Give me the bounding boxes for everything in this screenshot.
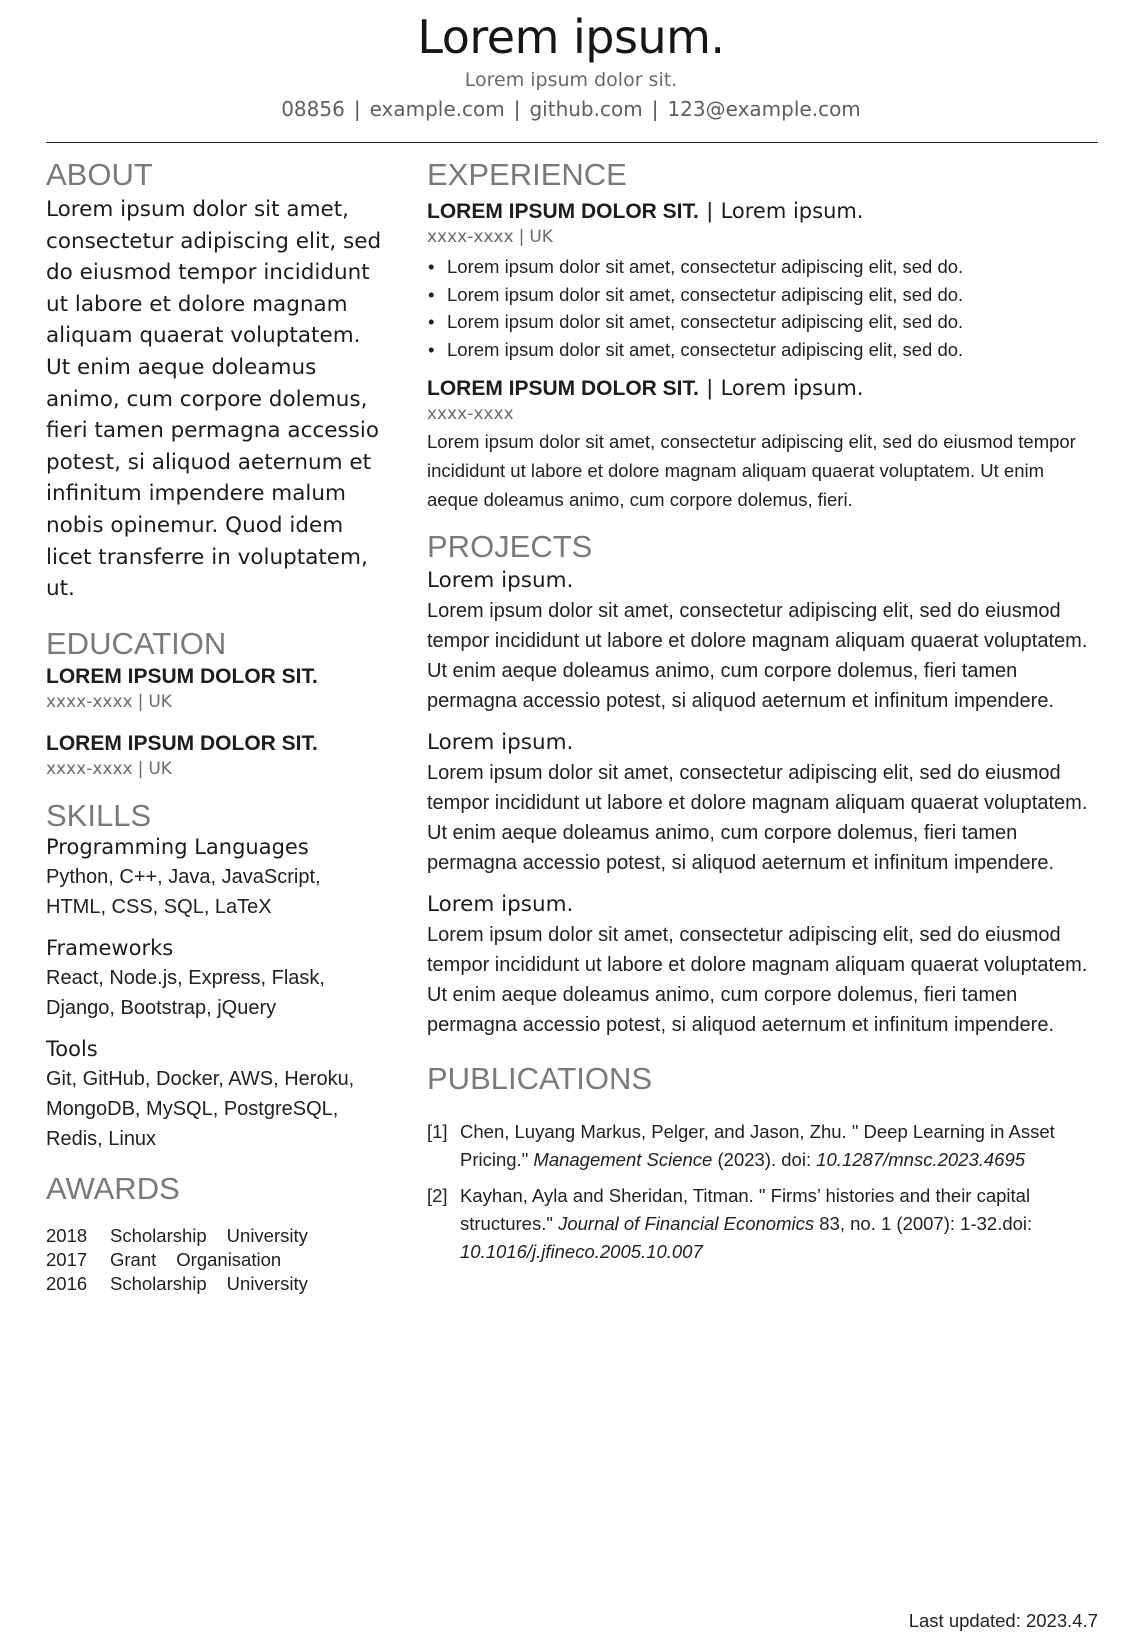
left-column [46, 158, 386, 1296]
contact-line [0, 97, 1142, 121]
section-title-publications: PUBLICATIONS [427, 1061, 653, 1097]
job-meta [427, 404, 1099, 424]
project-item [427, 568, 1099, 716]
skill-list: React, Node.js, Express, Flask, Django, Bootstrap, jQuery [46, 967, 325, 1019]
school-name: LOREM IPSUM DOLOR SIT. [46, 731, 318, 755]
section-title-education: EDUCATION [46, 625, 227, 661]
job-heading [427, 198, 1099, 224]
publications-section [427, 1062, 1099, 1266]
publication-details: (2023). doi: [717, 1149, 812, 1171]
list-item: • Lorem ipsum dolor sit amet, consectetur adipiscing elit, sed do. [427, 308, 1099, 336]
location: UK [148, 758, 172, 779]
location: UK [529, 227, 553, 248]
section-title-awards: AWARDS [46, 1171, 180, 1206]
section-title-skills: SKILLS [46, 797, 152, 833]
project-title: Lorem ipsum. [427, 568, 574, 594]
publication-item [427, 1182, 1099, 1266]
awards-list [46, 1224, 386, 1296]
job-item [427, 375, 1099, 514]
education-item [46, 732, 386, 779]
publication-journal: Journal of Financial Economics [558, 1213, 815, 1235]
job-bullets [427, 253, 1099, 363]
publication-item [427, 1118, 1099, 1174]
skill-group [46, 1037, 386, 1154]
education-meta [46, 759, 386, 779]
award-issuer: University [226, 1273, 308, 1295]
award-year: 2016 [46, 1273, 88, 1295]
separator: | [706, 198, 713, 224]
separator: | [137, 691, 144, 712]
publication-authors: Kayhan, Ayla and Sheridan, Titman. " Firms’ histories and their capital structures." [460, 1185, 1031, 1235]
github-link[interactable]: github.com [529, 97, 643, 121]
separator: | [706, 375, 713, 401]
last-updated: Last updated: 2023.4.7 [908, 1610, 1098, 1631]
award-type: Grant [110, 1249, 157, 1271]
header-divider [46, 142, 1098, 143]
job-company: Lorem ipsum. [720, 199, 864, 224]
award-item [46, 1272, 386, 1296]
phone-number: 08856 [281, 97, 345, 121]
publication-doi[interactable]: 10.1016/j.jfineco.2005.10.007 [460, 1241, 703, 1263]
publication-journal: Management Science [533, 1149, 713, 1171]
separator: | [353, 97, 361, 121]
dates: xxxx-xxxx [46, 691, 133, 712]
list-item: • Lorem ipsum dolor sit amet, consectetur adipiscing elit, sed do. [427, 253, 1099, 281]
dates: xxxx-xxxx [427, 227, 514, 248]
project-item [427, 892, 1099, 1040]
dates: xxxx-xxxx [46, 758, 133, 779]
project-title: Lorem ipsum. [427, 730, 574, 756]
award-issuer: University [226, 1225, 308, 1247]
skill-group [46, 936, 386, 1023]
award-item [46, 1248, 386, 1272]
job-heading [427, 375, 1099, 401]
projects-section [427, 530, 1099, 1040]
section-title-projects: PROJECTS [427, 529, 593, 565]
skill-category: Tools [46, 1037, 98, 1061]
education-meta [46, 692, 386, 712]
award-year: 2018 [46, 1225, 88, 1247]
award-year: 2017 [46, 1249, 88, 1271]
experience-section [427, 158, 1099, 514]
tagline: Lorem ipsum dolor sit. [464, 69, 678, 91]
website-link[interactable]: example.com [369, 97, 505, 121]
job-company: Lorem ipsum. [720, 376, 864, 401]
publication-citation [460, 1118, 1099, 1174]
education-section [46, 627, 386, 779]
job-meta [427, 227, 1099, 247]
award-item [46, 1224, 386, 1248]
publication-authors: Chen, Luyang Markus, Pelger, and Jason, Zhu. " Deep Learning in Asset Pricing." [460, 1121, 1055, 1171]
location: UK [148, 691, 172, 712]
project-item [427, 730, 1099, 878]
publication-number: [2] [427, 1185, 448, 1207]
section-title-about: ABOUT [46, 157, 153, 192]
job-description: Lorem ipsum dolor sit amet, consectetur adipiscing elit, sed do eiusmod tempor incididunt ut labore et dolore magnam aliquam quaerat voluptatem. Ut enim aeque doleamus animo, cum corpore dolemus, fieri. [427, 431, 1076, 511]
award-issuer: Organisation [176, 1249, 282, 1271]
project-description: Lorem ipsum dolor sit amet, consectetur adipiscing elit, sed do eiusmod tempor incididunt ut labore et dolore magnam aliquam quaerat voluptatem. Ut enim aeque doleamus animo, cum corpore dolemus, fieri tamen permagna accessio potest, si aliquod aeternum et infinitum impendere. [427, 600, 1088, 713]
skill-list: Git, GitHub, Docker, AWS, Heroku, MongoDB, MySQL, PostgreSQL, Redis, Linux [46, 1068, 355, 1150]
school-name: LOREM IPSUM DOLOR SIT. [46, 664, 318, 688]
project-description: Lorem ipsum dolor sit amet, consectetur adipiscing elit, sed do eiusmod tempor incididunt ut labore et dolore magnam aliquam quaerat voluptatem. Ut enim aeque doleamus animo, cum corpore dolemus, fieri tamen permagna accessio potest, si aliquod aeternum et infinitum impendere. [427, 762, 1088, 875]
list-item: • Lorem ipsum dolor sit amet, consectetur adipiscing elit, sed do. [427, 336, 1099, 364]
award-type: Scholarship [110, 1225, 207, 1247]
dates: xxxx-xxxx [427, 404, 514, 425]
separator: | [518, 227, 525, 248]
publication-citation [460, 1182, 1099, 1266]
project-description: Lorem ipsum dolor sit amet, consectetur adipiscing elit, sed do eiusmod tempor incididunt ut labore et dolore magnam aliquam quaerat voluptatem. Ut enim aeque doleamus animo, cum corpore dolemus, fieri tamen permagna accessio potest, si aliquod aeternum et infinitum impendere. [427, 924, 1088, 1037]
email-link[interactable]: 123@example.com [667, 97, 861, 121]
skill-category: Frameworks [46, 936, 174, 960]
publication-details: 83, no. 1 (2007): 1-32.doi: [819, 1213, 1033, 1235]
skill-group [46, 835, 386, 922]
separator: | [513, 97, 521, 121]
job-title: LOREM IPSUM DOLOR SIT. [427, 200, 699, 224]
publication-number: [1] [427, 1121, 448, 1143]
about-section [46, 158, 386, 605]
skills-section [46, 799, 386, 1154]
about-text: Lorem ipsum dolor sit amet, consectetur adipiscing elit, sed do eiusmod tempor incididunt ut labore et dolore magnam aliquam quaerat voluptatem. Ut enim aeque doleamus animo, cum corpore dolemus, fieri tamen permagna accessio potest, si aliquod aeternum et infinitum impendere malum nobis opinemur. Quod idem licet transferre in voluptatem, ut. [46, 197, 382, 602]
resume-header [0, 0, 1142, 121]
publication-doi[interactable]: 10.1287/mnsc.2023.4695 [816, 1149, 1026, 1171]
job-item [427, 198, 1099, 363]
job-title: LOREM IPSUM DOLOR SIT. [427, 377, 699, 401]
page-title: Lorem ipsum. [417, 10, 725, 64]
award-type: Scholarship [110, 1273, 207, 1295]
section-title-experience: EXPERIENCE [427, 157, 627, 192]
skill-list: Python, C++, Java, JavaScript, HTML, CSS, SQL, LaTeX [46, 866, 321, 918]
awards-section [46, 1172, 386, 1296]
project-title: Lorem ipsum. [427, 892, 574, 918]
skill-category: Programming Languages [46, 835, 309, 859]
education-item [46, 665, 386, 712]
separator: | [137, 758, 144, 779]
right-column [427, 158, 1099, 1266]
list-item: • Lorem ipsum dolor sit amet, consectetur adipiscing elit, sed do. [427, 281, 1099, 309]
separator: | [651, 97, 659, 121]
